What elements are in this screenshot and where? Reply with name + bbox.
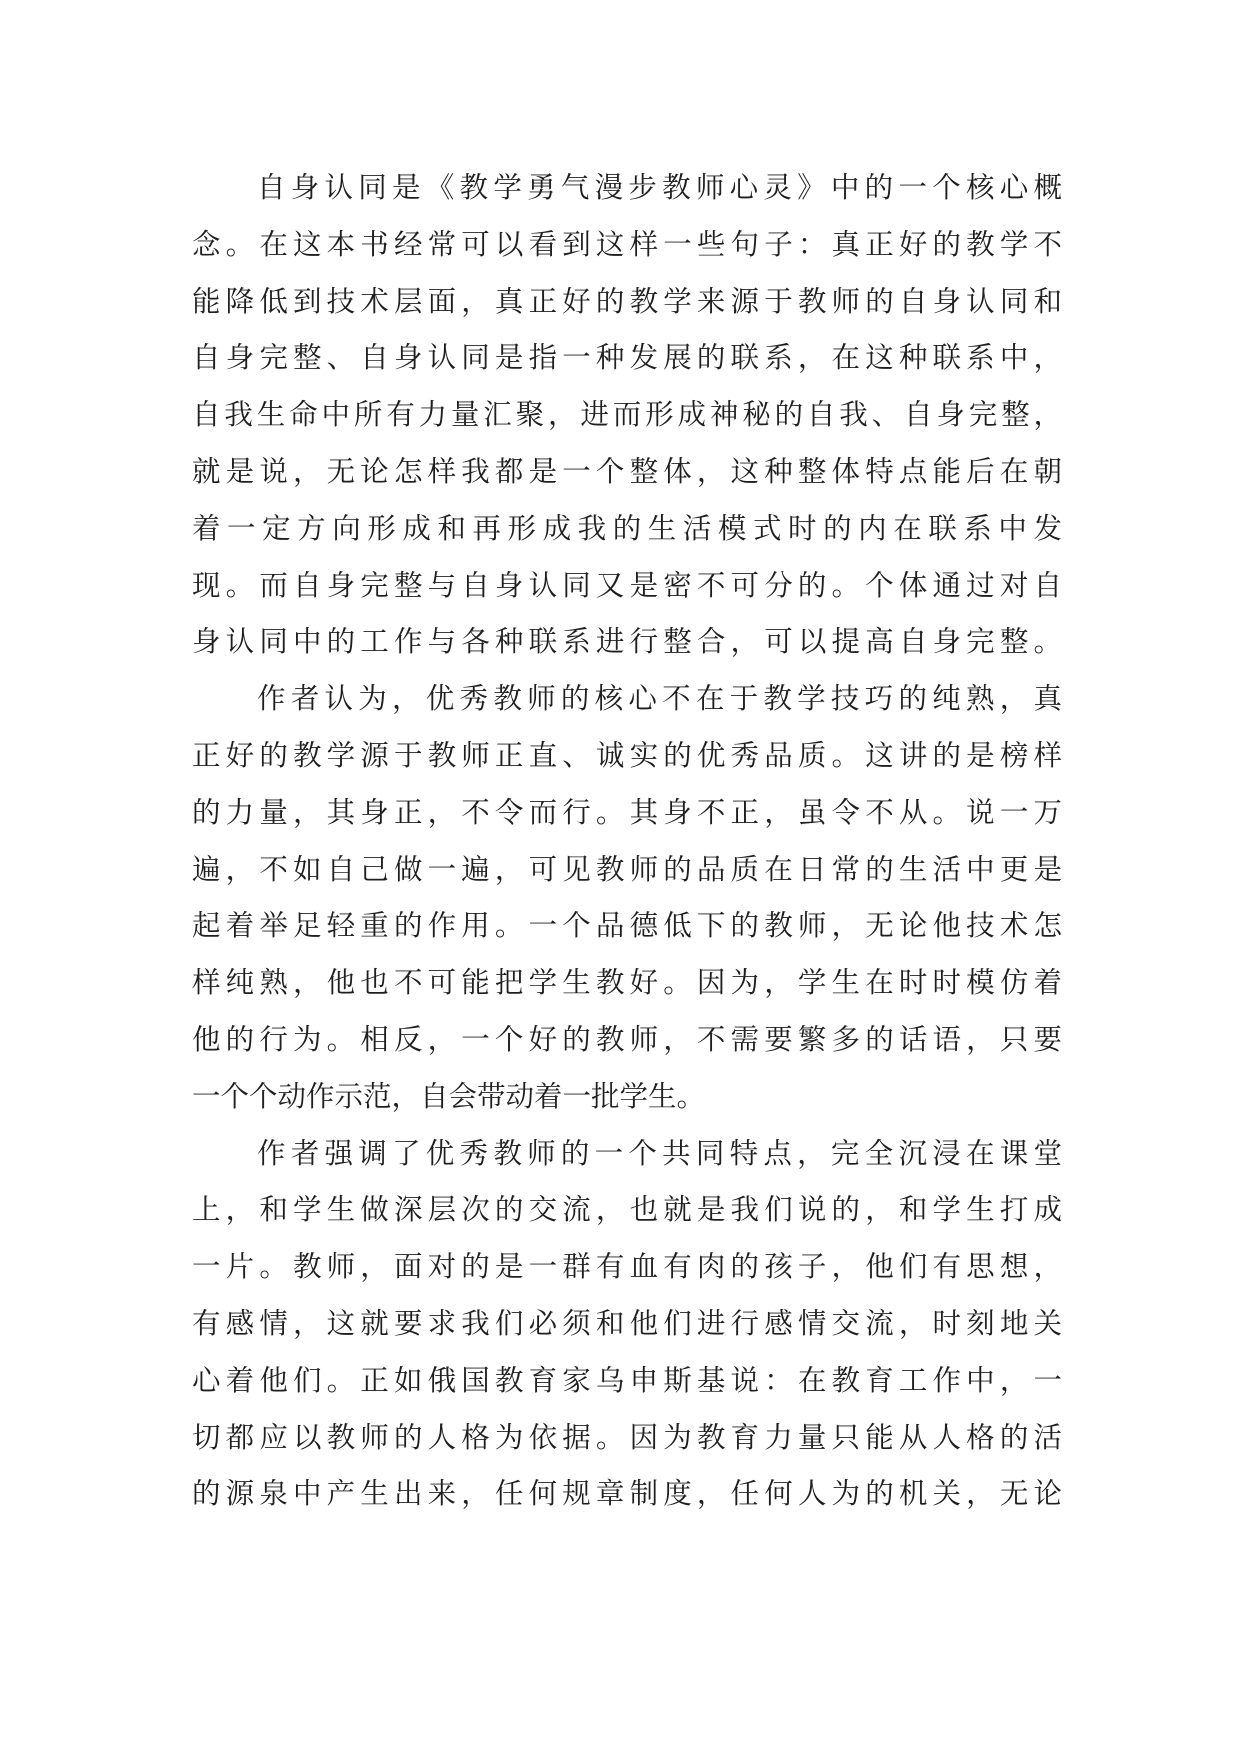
paragraph-3-line-3: 一片。教师，面对的是一群有血有肉的孩子，他们有思想，: [192, 1250, 1062, 1284]
paragraph-1-line-4: 自身完整、自身认同是指一种发展的联系，在这种联系中，: [192, 341, 1062, 375]
paragraph-2-line-6: 样纯熟，他也不可能把学生教好。因为，学生在时时模仿着: [192, 966, 1062, 1000]
paragraph-1-line-7: 着一定方向形成和再形成我的生活模式时的内在联系中发: [192, 511, 1062, 545]
paragraph-2-line-5: 起着举足轻重的作用。一个品德低下的教师，无论他技术怎: [192, 909, 1062, 943]
paragraph-1-line-9: 身认同中的工作与各种联系进行整合，可以提高自身完整。: [192, 625, 1062, 659]
paragraph-2-line-3: 的力量，其身正，不令而行。其身不正，虽令不从。说一万: [192, 795, 1062, 829]
paragraph-3-line-1: 作者强调了优秀教师的一个共同特点，完全沉浸在课堂: [257, 1136, 1062, 1170]
paragraph-2-line-4: 遍，不如自己做一遍，可见教师的品质在日常的生活中更是: [192, 852, 1062, 886]
paragraph-1-line-5: 自我生命中所有力量汇聚，进而形成神秘的自我、自身完整，: [192, 398, 1062, 432]
paragraph-3-line-4: 有感情，这就要求我们必须和他们进行感情交流，时刻地关: [192, 1306, 1062, 1340]
paragraph-2-line-1: 作者认为，优秀教师的核心不在于教学技巧的纯熟，真: [257, 682, 1062, 716]
document-body: [192, 160, 1062, 1523]
paragraph-1-line-2: 念。在这本书经常可以看到这样一些句子：真正好的教学不: [192, 227, 1062, 261]
paragraph-3-line-5: 心着他们。正如俄国教育家乌申斯基说：在教育工作中，一: [192, 1363, 1062, 1397]
paragraph-2-line-2: 正好的教学源于教师正直、诚实的优秀品质。这讲的是榜样: [192, 738, 1062, 772]
paragraph-1-line-1: 自身认同是《教学勇气漫步教师心灵》中的一个核心概: [257, 171, 1062, 204]
paragraph-3-line-6: 切都应以教师的人格为依据。因为教育力量只能从人格的活: [192, 1420, 1062, 1454]
paragraph-1-line-3: 能降低到技术层面，真正好的教学来源于教师的自身认同和: [192, 284, 1062, 318]
paragraph-2-line-8: 一个个动作示范，自会带动着一批学生。: [192, 1079, 706, 1113]
paragraph-1-line-8: 现。而自身完整与自身认同又是密不可分的。个体通过对自: [192, 568, 1062, 602]
paragraph-2-line-7: 他的行为。相反，一个好的教师，不需要繁多的话语，只要: [192, 1022, 1062, 1056]
paragraph-3-line-2: 上，和学生做深层次的交流，也就是我们说的，和学生打成: [192, 1193, 1062, 1227]
paragraph-1-line-6: 就是说，无论怎样我都是一个整体，这种整体特点能后在朝: [192, 454, 1062, 488]
paragraph-3-line-7: 的源泉中产生出来，任何规章制度，任何人为的机关，无论: [192, 1477, 1062, 1511]
